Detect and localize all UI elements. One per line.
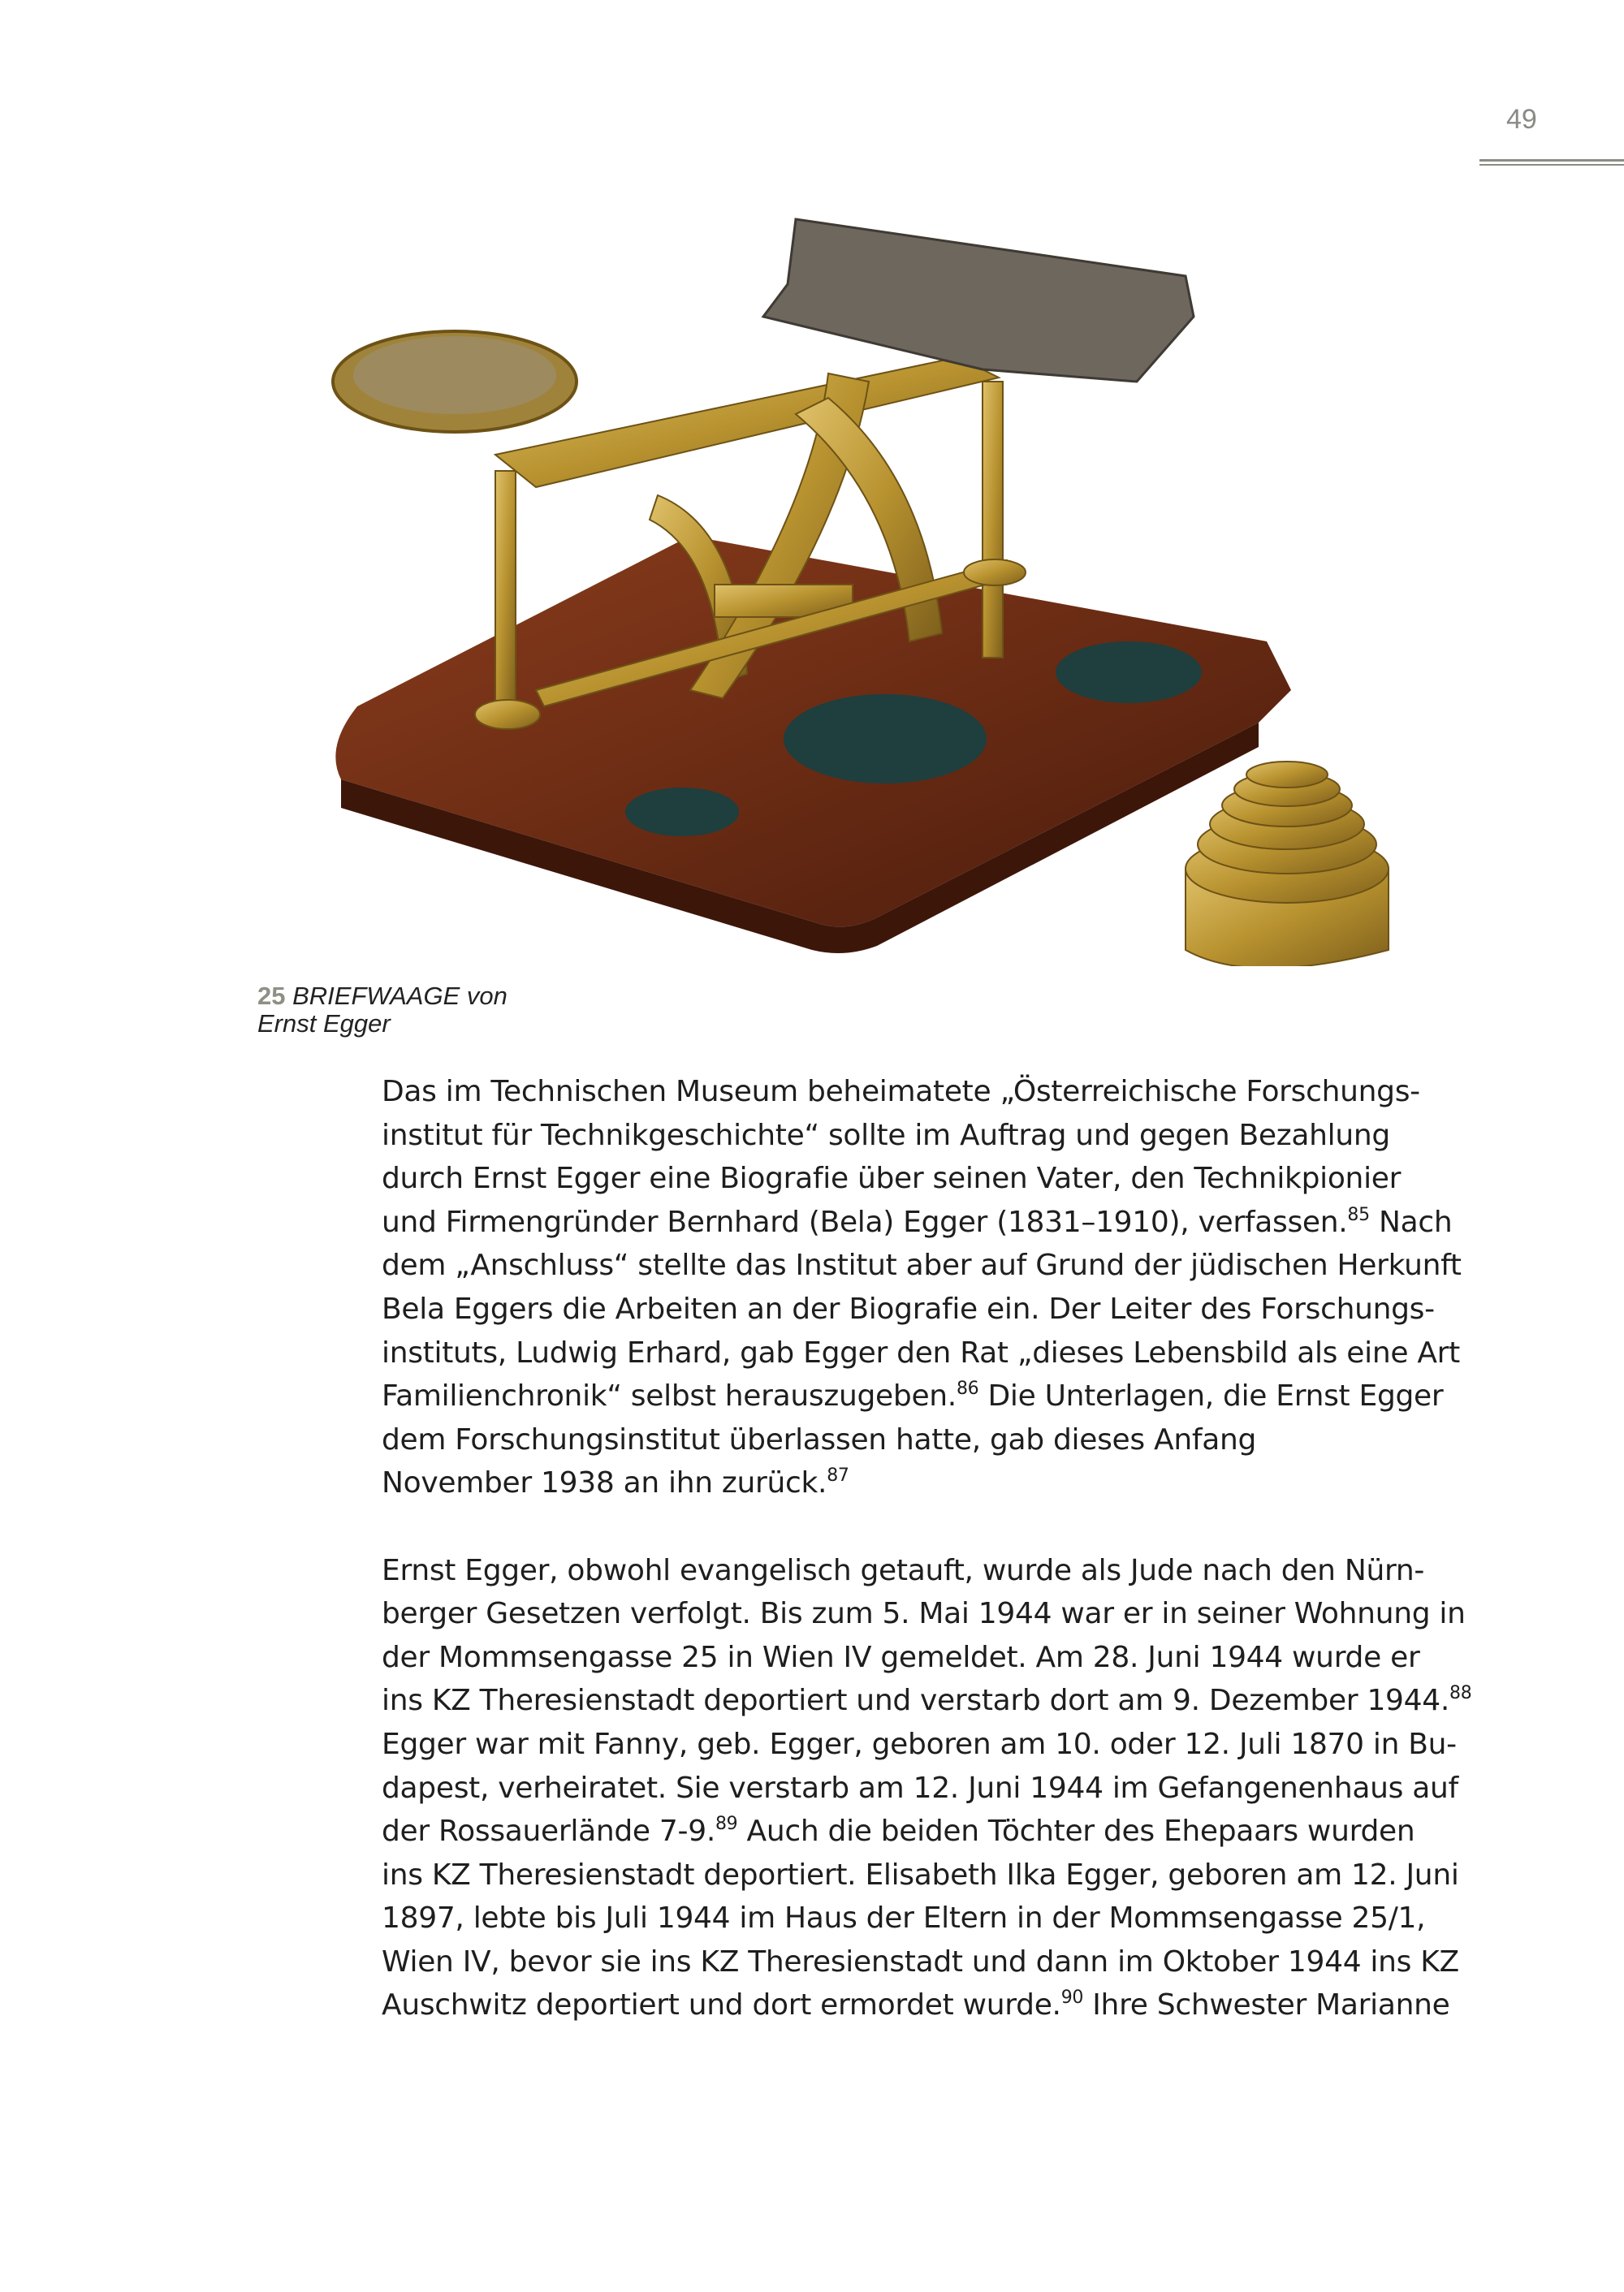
text-line: dapest, verheiratet. Sie verstarb am 12. Juni 1944 im Gefangenenhaus auf xyxy=(382,1771,1458,1805)
footnote-ref: 87 xyxy=(827,1465,849,1487)
text-line: Bela Eggers die Arbeiten an der Biografie ein. Der Leiter des Forschungs- xyxy=(382,1292,1435,1326)
right-platform xyxy=(763,219,1194,382)
left-pan xyxy=(333,331,577,432)
text-line: der Rossauerlände 7-9.89 Auch die beiden Töchter des Ehepaars wurden xyxy=(382,1814,1415,1849)
paragraph xyxy=(382,1070,1470,1505)
text-line: Das im Technischen Museum beheimatete „Österreichische Forschungs- xyxy=(382,1075,1420,1108)
page-rule-thin xyxy=(1479,164,1624,166)
text-line: und Firmengründer Bernhard (Bela) Egger (1831–1910), verfassen.$^{85}$ Nach xyxy=(382,1204,1453,1239)
footnote-ref: 85 xyxy=(1347,1204,1370,1225)
page-number: 49 xyxy=(1506,104,1537,135)
paragraph xyxy=(382,1549,1470,2028)
felt-well-large xyxy=(784,694,987,783)
caption-title: BRIEFWAAGE xyxy=(292,982,460,1010)
text-line: Ernst Egger, obwohl evangelisch getauft, wurde als Jude nach den Nürn- xyxy=(382,1553,1425,1587)
text-line: instituts, Ludwig Erhard, gab Egger den Rat „dieses Lebensbild als eine Art xyxy=(382,1336,1460,1370)
text-line: der Mommsengasse 25 in Wien IV gemeldet. Am 28. Juni 1944 wurde er xyxy=(382,1640,1420,1674)
footnote-ref: 88 xyxy=(1449,1683,1472,1704)
caption-line-2: Ernst Egger xyxy=(257,1009,391,1038)
felt-well-right xyxy=(1056,641,1202,703)
text-line: ins KZ Theresienstadt deportiert. Elisabeth Ilka Egger, geboren am 12. Juni xyxy=(382,1858,1459,1892)
weights-stack xyxy=(1186,762,1389,966)
text-line: institut für Technikgeschichte“ sollte im Auftrag und gegen Bezahlung xyxy=(382,1118,1390,1152)
text-line: Wien IV, bevor sie ins KZ Theresienstadt und dann im Oktober 1944 ins KZ xyxy=(382,1945,1459,1979)
text-line: dem „Anschluss“ stellte das Institut aber auf Grund der jüdischen Herkunft xyxy=(382,1249,1462,1283)
text-line: dem Forschungsinstitut überlassen hatte, gab dieses Anfang xyxy=(382,1422,1257,1457)
figure-number: 25 xyxy=(257,982,286,1010)
figure-caption xyxy=(257,982,508,1038)
footnote-ref: 90 xyxy=(1060,1988,1084,2009)
body-text xyxy=(382,1070,1470,2071)
page-rule xyxy=(1479,159,1624,162)
footnote-ref: 89 xyxy=(715,1814,738,1835)
text-line: Familienchronik“ selbst herauszugeben.$^{86}$ Die Unterlagen, die Ernst Egger xyxy=(382,1379,1444,1414)
text-line: berger Gesetzen verfolgt. Bis zum 5. Mai 1944 war er in seiner Wohnung in xyxy=(382,1597,1466,1631)
text-line: Egger war mit Fanny, geb. Egger, geboren am 10. oder 12. Juli 1870 in Bu- xyxy=(382,1727,1457,1761)
caption-text: von xyxy=(466,982,508,1010)
text-line: durch Ernst Egger eine Biografie über seinen Vater, den Technikpionier xyxy=(382,1162,1402,1196)
text-line: ins KZ Theresienstadt deportiert und verstarb dort am 9. Dezember 1944.88 xyxy=(382,1683,1472,1718)
felt-well-small xyxy=(625,788,739,836)
text-line: November 1938 an ihn zurück.$^{87}$ xyxy=(382,1465,849,1500)
footnote-ref: 86 xyxy=(956,1379,979,1400)
text-line: 1897, lebte bis Juli 1944 im Haus der Eltern in der Mommsengasse 25/1, xyxy=(382,1901,1426,1936)
text-line: Auschwitz deportiert und dort ermordet wurde.$^{90}$ Ihre Schwester Marianne xyxy=(382,1988,1450,2022)
letter-scale-photo xyxy=(309,187,1405,966)
